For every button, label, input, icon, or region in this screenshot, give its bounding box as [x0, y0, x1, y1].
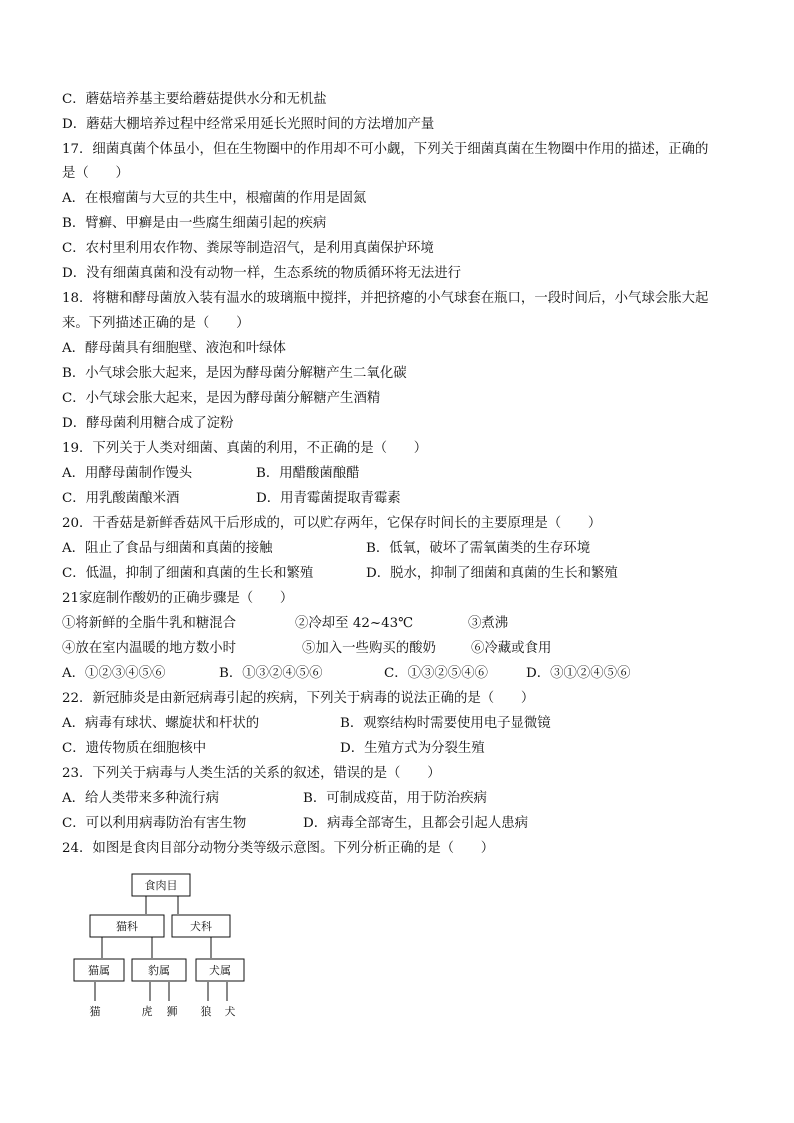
q19-stem: 19．下列关于人类对细菌、真菌的利用，不正确的是（ ） — [62, 441, 428, 456]
species-label-cat: 猫 — [89, 1005, 101, 1018]
q23-option-a: A．给人类带来多种流行病 — [62, 791, 219, 806]
q21-option-c: C．①③②⑤④⑥ — [384, 666, 488, 681]
q17-option-b: B．臂癣、甲癣是由一些腐生细菌引起的疾病 — [62, 216, 327, 231]
q19-option-c: C．用乳酸菌酿米酒 — [62, 491, 180, 506]
q22-option-a: A．病毒有球状、螺旋状和杆状的 — [62, 716, 260, 731]
q23-stem: 23．下列关于病毒与人类生活的关系的叙述，错误的是（ ） — [62, 766, 441, 781]
q24-stem: 24．如图是食肉目部分动物分类等级示意图。下列分析正确的是（ ） — [62, 841, 495, 856]
q16-option-c: C．蘑菇培养基主要给蘑菇提供水分和无机盐 — [62, 92, 327, 107]
q23-option-c: C．可以利用病毒防治有害生物 — [62, 816, 247, 831]
q18-option-c: C．小气球会胀大起来，是因为酵母菌分解糖产生酒精 — [62, 391, 381, 406]
q21-option-a: A．①②③④⑤⑥ — [62, 666, 166, 681]
q20-option-a: A．阻止了食品与细菌和真菌的接触 — [62, 541, 273, 556]
q18-option-a: A．酵母菌具有细胞壁、液泡和叶绿体 — [62, 341, 286, 356]
q21-step-6: ⑥冷藏或食用 — [471, 641, 552, 656]
q16-option-d: D．蘑菇大棚培养过程中经常采用延长光照时间的方法增加产量 — [62, 117, 435, 132]
q23-option-d: D．病毒全部寄生，且都会引起人患病 — [303, 816, 528, 831]
q22-option-d: D．生殖方式为分裂生殖 — [340, 741, 485, 756]
q22-stem: 22．新冠肺炎是由新冠病毒引起的疾病，下列关于病毒的说法正确的是（ ） — [62, 691, 535, 706]
family-label-dog: 犬科 — [190, 920, 212, 933]
q17-stem-line1: 17．细菌真菌个体虽小，但在生物圈中的作用却不可小觑，下列关于细菌真菌在生物圈中作用的描述，正确的 — [62, 142, 709, 157]
species-label-wolf: 狼 — [200, 1005, 212, 1018]
q17-option-a: A．在根瘤菌与大豆的共生中，根瘤菌的作用是固氮 — [62, 191, 367, 206]
q21-option-b: B．①③②④⑤⑥ — [219, 666, 323, 681]
q19-option-d: D．用青霉菌提取青霉素 — [256, 491, 401, 506]
q21-option-d: D．③①②④⑤⑥ — [526, 666, 631, 681]
q18-option-d: D．酵母菌利用糖合成了淀粉 — [62, 416, 234, 431]
q21-step-5: ⑤加入一些购买的酸奶 — [302, 641, 436, 656]
q21-step-1: ①将新鲜的全脂牛乳和糖混合 — [62, 616, 237, 631]
genus-label-panthera: 豹属 — [148, 964, 170, 977]
q18-stem-line1: 18．将糖和酵母菌放入装有温水的玻璃瓶中搅拌，并把挤瘪的小气球套在瓶口，一段时间后，小气球会胀大起 — [62, 291, 709, 306]
q18-stem-line2: 来。下列描述正确的是（ ） — [62, 316, 250, 331]
q23-option-b: B．可制成疫苗，用于防治疾病 — [303, 791, 487, 806]
q19-option-a: A．用酵母菌制作馒头 — [62, 466, 193, 481]
order-label: 食肉目 — [144, 879, 178, 892]
genus-label-cat: 猫属 — [88, 964, 110, 977]
q21-step-2: ②冷却至 42~43℃ — [295, 616, 414, 631]
q19-option-b: B．用醋酸菌酿醋 — [256, 466, 360, 481]
q21-step-4: ④放在室内温暖的地方数小时 — [62, 641, 237, 656]
species-label-tiger: 虎 — [141, 1005, 153, 1018]
q22-option-b: B．观察结构时需要使用电子显微镜 — [340, 716, 551, 731]
species-label-lion: 狮 — [166, 1005, 178, 1018]
q17-stem-line2: 是（ ） — [62, 166, 129, 181]
q17-option-c: C．农村里利用农作物、粪尿等制造沼气，是利用真菌保护环境 — [62, 241, 434, 256]
q17-option-d: D．没有细菌真菌和没有动物一样，生态系统的物质循环将无法进行 — [62, 266, 462, 281]
q20-option-d: D．脱水，抑制了细菌和真菌的生长和繁殖 — [366, 566, 618, 581]
classification-diagram — [62, 866, 262, 1026]
genus-label-dog: 犬属 — [209, 964, 231, 977]
q20-stem: 20．干香菇是新鲜香菇风干后形成的，可以贮存两年，它保存时间长的主要原理是（ ） — [62, 516, 602, 531]
species-label-dog: 犬 — [224, 1005, 236, 1018]
q20-option-b: B．低氧，破坏了需氧菌类的生存环境 — [366, 541, 591, 556]
q20-option-c: C．低温，抑制了细菌和真菌的生长和繁殖 — [62, 566, 314, 581]
q18-option-b: B．小气球会胀大起来，是因为酵母菌分解糖产生二氧化碳 — [62, 366, 407, 381]
q21-stem: 21家庭制作酸奶的正确步骤是（ ） — [62, 591, 294, 606]
family-label-cat: 猫科 — [116, 920, 138, 933]
q22-option-c: C．遗传物质在细胞核中 — [62, 741, 207, 756]
q21-step-3: ③煮沸 — [468, 616, 509, 631]
